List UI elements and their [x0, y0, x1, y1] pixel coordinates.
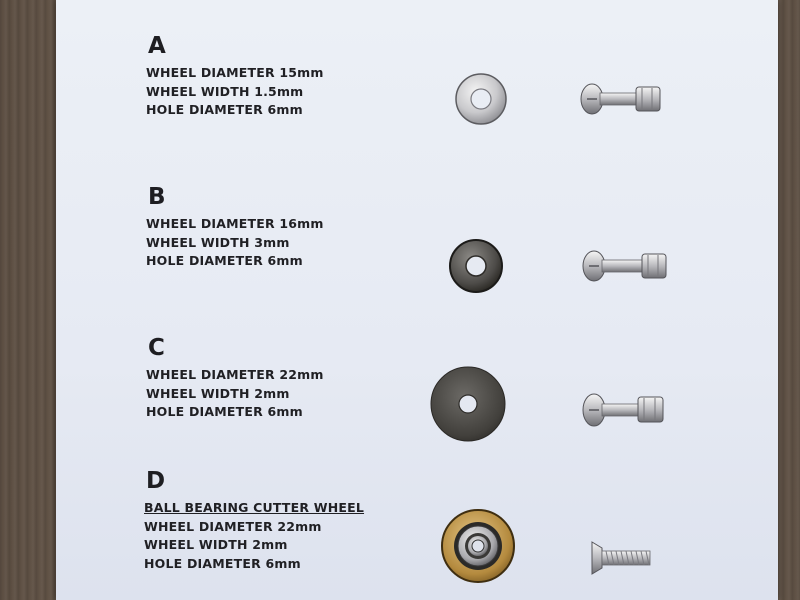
section-d — [144, 467, 474, 573]
hole-diameter-label: HOLE DIAMETER 6mm — [146, 253, 303, 268]
wheel-d-image — [440, 508, 516, 584]
section-b — [146, 183, 476, 271]
section-c — [146, 334, 476, 422]
bearing-wheel-title: BALL BEARING CUTTER WHEEL — [144, 500, 365, 515]
wheel-width-label: WHEEL WIDTH 1.5mm — [146, 83, 304, 99]
wheel-diameter-label: WHEEL DIAMETER 22mm — [144, 518, 322, 534]
hole-diameter-label: HOLE DIAMETER 6mm — [146, 102, 303, 117]
section-letter: C — [148, 335, 165, 361]
wheel-width-label: WHEEL WIDTH 3mm — [146, 234, 290, 250]
hole-diameter-label: HOLE DIAMETER 6mm — [146, 404, 303, 419]
wheel-width-label: WHEEL WIDTH 2mm — [144, 537, 288, 552]
wheel-width-label: WHEEL WIDTH 2mm — [146, 385, 290, 401]
section-letter: D — [146, 468, 166, 494]
hole-diameter-label: HOLE DIAMETER 6mm — [144, 555, 301, 571]
wheel-diameter-label: WHEEL DIAMETER 15mm — [146, 65, 324, 80]
wheel-a-image — [454, 72, 508, 126]
wheel-c-image — [430, 366, 506, 442]
bolt-b-image — [582, 246, 672, 286]
section-a — [146, 32, 476, 120]
wheel-diameter-label: WHEEL DIAMETER 16mm — [146, 216, 324, 231]
section-letter: B — [148, 184, 166, 210]
bolt-a-image — [580, 80, 666, 120]
wheel-b-image — [448, 238, 504, 294]
section-letter: A — [148, 33, 166, 59]
wheel-diameter-label: WHEEL DIAMETER 22mm — [146, 367, 324, 382]
screw-d-image — [590, 538, 654, 578]
bolt-c-image — [582, 388, 668, 432]
spec-card — [56, 0, 778, 600]
